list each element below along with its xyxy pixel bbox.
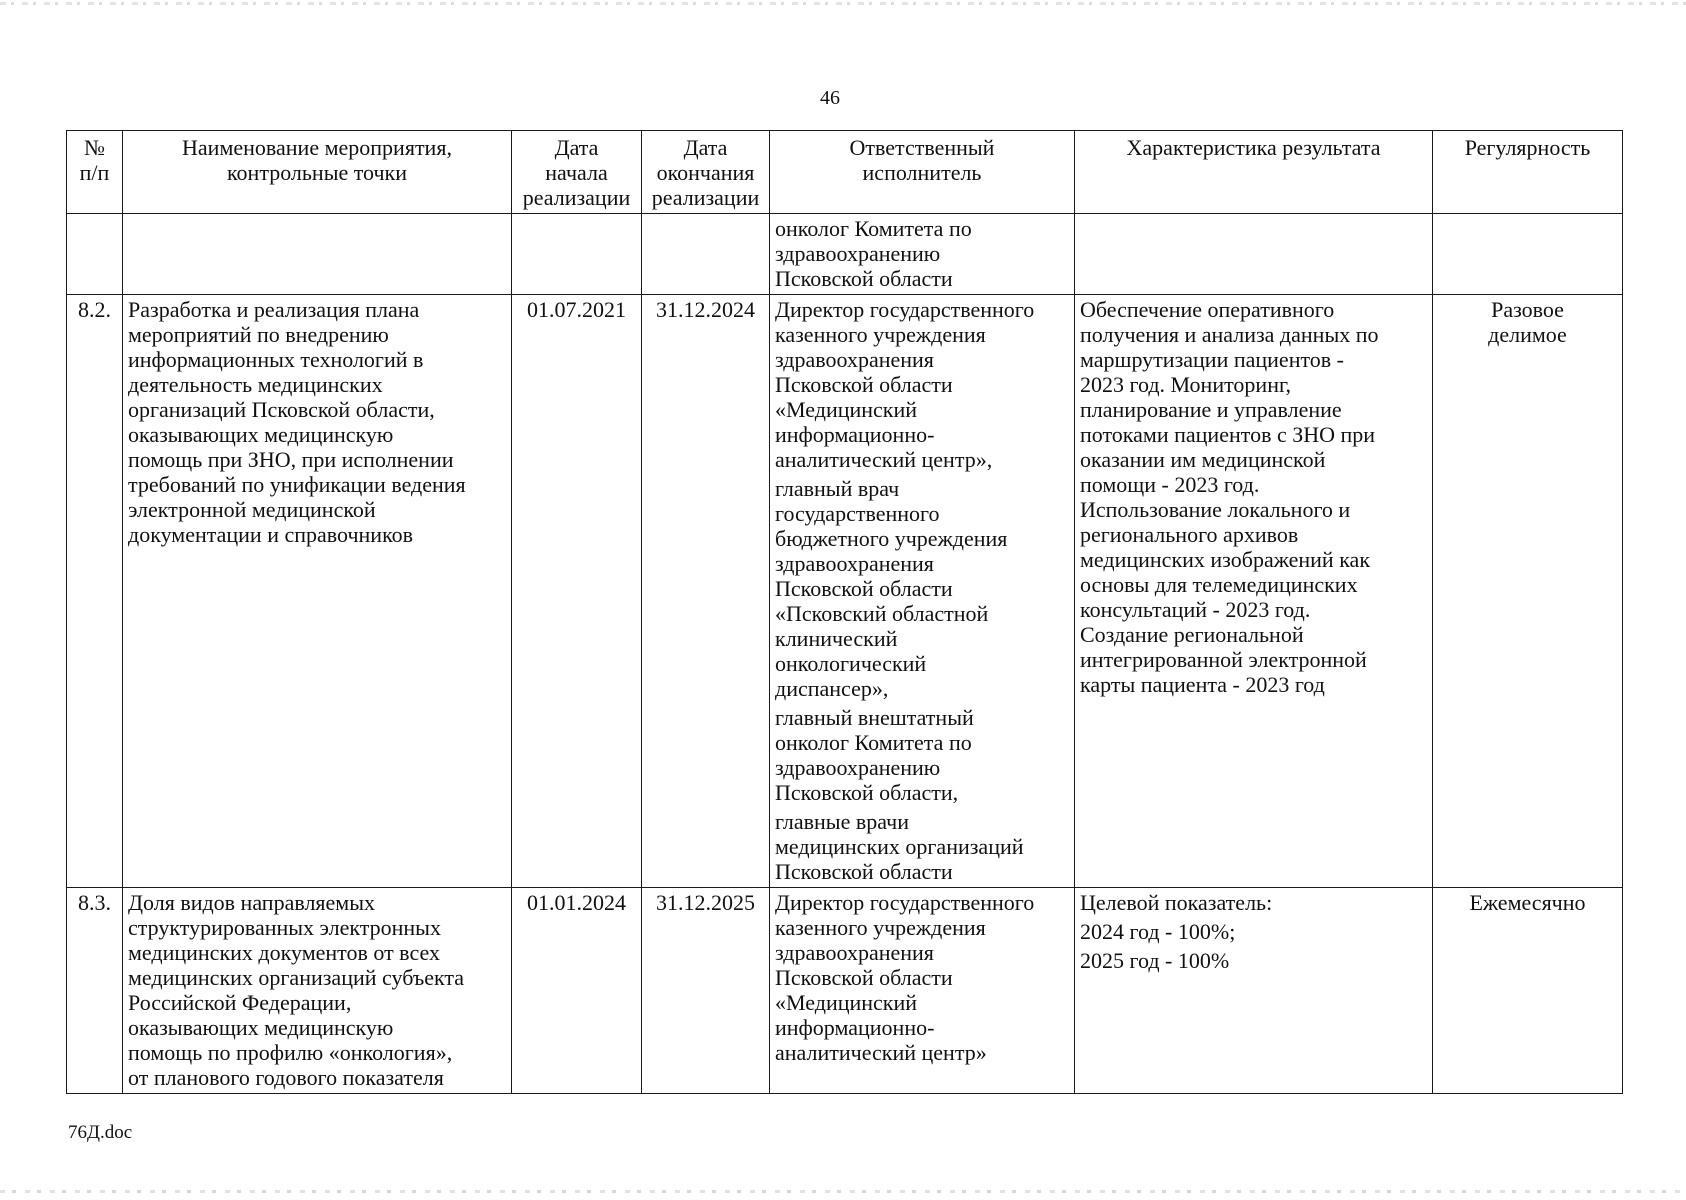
row-start-date: 01.01.2024 — [512, 888, 642, 1094]
header-start-date: Дата начала реализации — [512, 131, 642, 214]
row-num: 8.3. — [67, 888, 123, 1094]
row-num: 8.2. — [67, 295, 123, 888]
responsible-paragraph: Директор государственного казенного учреждения здравоохранения Псковской области «Медицинский информационно- аналитический центр», — [775, 297, 1035, 472]
row-regularity: Разовое делимое — [1433, 295, 1623, 888]
header-name: Наименование мероприятия, контрольные точки — [123, 131, 512, 214]
result-paragraph: 2024 год - 100%; — [1080, 919, 1236, 944]
scan-edge-bottom — [0, 1190, 1686, 1193]
header-responsible: Ответственный исполнитель — [770, 131, 1075, 214]
row-responsible — [770, 214, 1075, 295]
responsible-paragraph: главные врачи медицинских организаций Псковской области — [775, 809, 1024, 884]
table-row — [67, 214, 1623, 295]
row-result — [1075, 888, 1433, 1094]
row-start-date — [512, 214, 642, 295]
header-result: Характеристика результата — [1075, 131, 1433, 214]
table-row — [67, 295, 1623, 888]
row-result — [1075, 295, 1433, 888]
page-number: 46 — [820, 87, 840, 109]
header-num: № п/п — [67, 131, 123, 214]
result-paragraph: Целевой показатель: — [1080, 890, 1273, 915]
row-end-date: 31.12.2024 — [642, 295, 770, 888]
responsible-paragraph: Директор государственного казенного учреждения здравоохранения Псковской области «Медицинский информационно- аналитический центр» — [775, 890, 1035, 1065]
footer-file-name: 76Д.doc — [68, 1122, 133, 1143]
responsible-paragraph: онколог Комитета по здравоохранению Псковской области — [775, 216, 972, 291]
header-end-date: Дата окончания реализации — [642, 131, 770, 214]
row-responsible — [770, 295, 1075, 888]
responsible-paragraph: главный внештатный онколог Комитета по здравоохранению Псковской области, — [775, 705, 974, 805]
header-regularity: Регулярность — [1433, 131, 1623, 214]
row-end-date: 31.12.2025 — [642, 888, 770, 1094]
row-start-date: 01.07.2021 — [512, 295, 642, 888]
row-regularity — [1433, 214, 1623, 295]
scan-edge-top — [0, 2, 1686, 5]
table-row — [67, 888, 1623, 1094]
row-name: Разработка и реализация плана мероприятий по внедрению информационных технологий в деятельность медицинских организаций Псковской области, оказывающих медицинскую помощь при ЗНО, при исполнении требований по унификации ведения электронной медицинской документации и справочников — [123, 295, 512, 888]
row-name: Доля видов направляемых структурированных электронных медицинских документов от всех медицинских организаций субъекта Российской Федерации, оказывающих медицинскую помощь по профилю «онкология», от планового годового показателя — [123, 888, 512, 1094]
table-header-row — [67, 131, 1623, 214]
row-name — [123, 214, 512, 295]
row-result — [1075, 214, 1433, 295]
row-regularity: Ежемесячно — [1433, 888, 1623, 1094]
activities-table — [66, 130, 1623, 1094]
row-end-date — [642, 214, 770, 295]
responsible-paragraph: главный врач государственного бюджетного учреждения здравоохранения Псковской области «Псковский областной клинический онкологический диспансер», — [775, 476, 1008, 701]
result-paragraph: 2025 год - 100% — [1080, 948, 1230, 973]
row-num — [67, 214, 123, 295]
row-responsible — [770, 888, 1075, 1094]
result-paragraph: Обеспечение оперативного получения и анализа данных по маршрутизации пациентов - 2023 год. Мониторинг, планирование и управление потоками пациентов с ЗНО при оказании им медицинской помощи - 2023 год. Использование локального и регионального архивов медицинских изображений как основы для телемедицинских консультаций - 2023 год. Создание региональной интегрированной электронной карты пациента - 2023 год — [1080, 297, 1379, 697]
